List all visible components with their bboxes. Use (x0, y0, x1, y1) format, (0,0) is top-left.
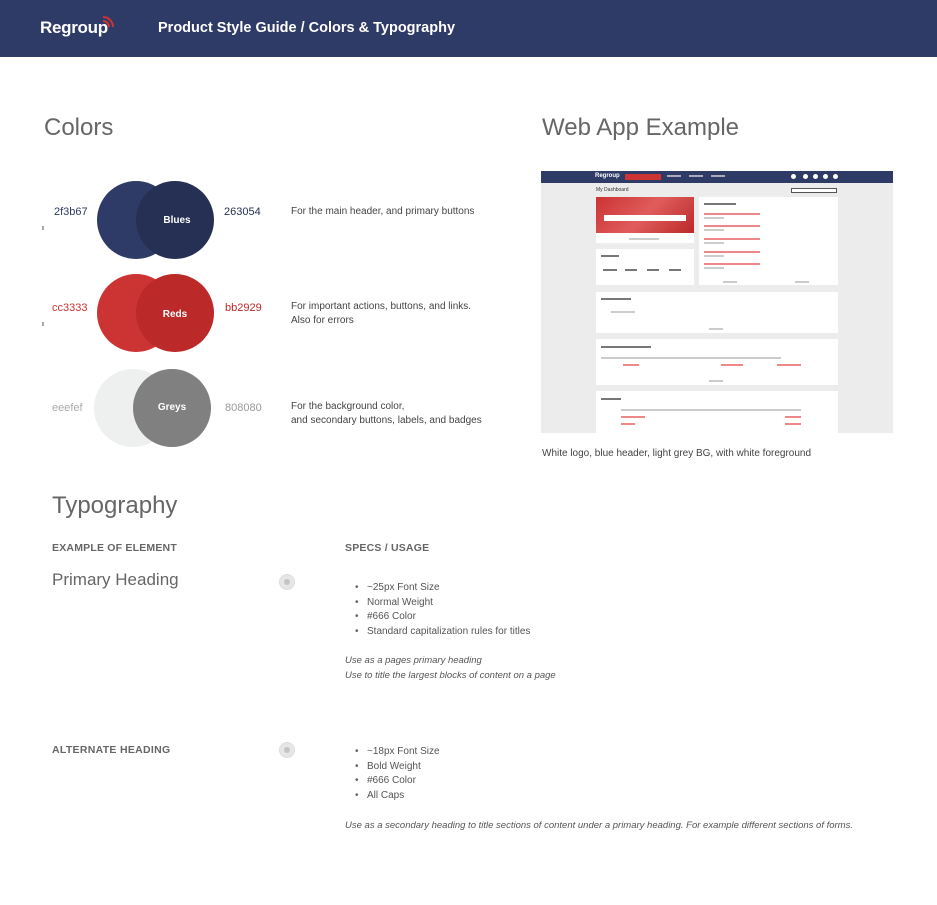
primary-specs-list (355, 581, 530, 640)
radio-toggle[interactable] (279, 742, 295, 758)
mock-link (704, 213, 760, 215)
mock-text (704, 267, 724, 269)
mock-link (704, 263, 760, 265)
mock-text (603, 269, 617, 271)
alternate-heading-example: ALTERNATE HEADING (52, 744, 171, 756)
spec-item: • ~18px Font Size (355, 745, 440, 760)
mock-gear-icon (823, 174, 828, 179)
mock-link (785, 416, 801, 418)
mock-notifications-panel (596, 292, 838, 333)
swatch-right-hex: bb2929 (225, 302, 262, 314)
mock-text (629, 238, 659, 240)
primary-usage (345, 653, 556, 683)
mock-link (621, 423, 635, 425)
spec-item: • Normal Weight (355, 596, 530, 611)
mock-nav-item (667, 175, 681, 177)
mock-text (704, 255, 724, 257)
mock-logo: Regroup (595, 173, 620, 179)
mock-my-groups-panel (596, 391, 838, 433)
mock-link (621, 416, 645, 418)
mock-nav-item (689, 175, 703, 177)
swatch-left-hex: 2f3b67 (54, 206, 88, 218)
mock-dashboard-title: My Dashboard (596, 187, 629, 193)
spec-item: • #666 Color (355, 774, 440, 789)
spec-item: • Bold Weight (355, 760, 440, 775)
swatch-right-hex: 263054 (224, 206, 261, 218)
mock-text (601, 255, 619, 257)
mock-header (541, 171, 893, 183)
edge-mark (42, 226, 44, 230)
mock-text (621, 409, 801, 411)
swatch-description: For the main header, and primary buttons (291, 206, 475, 217)
mock-text (709, 380, 723, 382)
mock-text (723, 281, 737, 283)
mock-search-icon (791, 174, 796, 179)
mock-text (704, 242, 724, 244)
mock-text (601, 398, 621, 400)
spec-item: • ~25px Font Size (355, 581, 530, 596)
column-header-specs: SPECS / USAGE (345, 542, 430, 554)
mock-button (791, 188, 837, 193)
web-app-caption: White logo, blue header, light grey BG, with white foreground (542, 448, 812, 459)
mock-link (704, 225, 760, 227)
mock-text (601, 346, 651, 348)
web-app-heading: Web App Example (542, 114, 740, 141)
swatch-right-hex: 808080 (225, 402, 262, 414)
radio-toggle[interactable] (279, 574, 295, 590)
swatch-label: Reds (162, 309, 188, 320)
usage-line: Use to title the largest blocks of content on a page (345, 670, 556, 681)
typography-heading: Typography (52, 492, 178, 519)
swatch-label: Greys (157, 402, 187, 413)
mock-text (601, 298, 631, 300)
mock-recent-messages-panel (699, 197, 838, 285)
spec-item: • All Caps (355, 789, 440, 804)
mock-text (669, 269, 681, 271)
mock-text (704, 229, 724, 231)
swatch-left-hex: eeefef (52, 402, 83, 414)
colors-heading: Colors (44, 114, 114, 141)
mock-text (625, 269, 637, 271)
column-header-element: EXAMPLE OF ELEMENT (52, 542, 177, 554)
swatch-label: Blues (163, 215, 191, 226)
mock-text (704, 203, 736, 205)
primary-heading-example: Primary Heading (52, 570, 179, 589)
mock-text (709, 328, 723, 330)
swatch-left-hex: cc3333 (52, 302, 88, 314)
spec-item: • #666 Color (355, 610, 530, 625)
mock-link (704, 238, 760, 240)
top-header (0, 0, 937, 57)
logo-signal-icon (101, 15, 115, 29)
mock-text (795, 281, 809, 283)
usage-line: Use as a secondary heading to title sections of content under a primary heading. For example different sections of forms. (345, 820, 853, 831)
mock-link (785, 423, 801, 425)
swatch-description: For important actions, buttons, and links. Also for errors (291, 301, 472, 326)
mock-text (647, 269, 659, 271)
mock-help-icon (803, 174, 808, 179)
mock-user-icon (833, 174, 838, 179)
web-app-screenshot (541, 171, 893, 433)
alternate-specs-list (355, 745, 440, 804)
mock-new-message-button (625, 174, 661, 180)
mock-text (611, 311, 635, 313)
mock-link (704, 251, 760, 253)
usage-line: Use as a pages primary heading (345, 655, 482, 666)
edge-mark (42, 322, 44, 326)
swatch-description: For the background color, and secondary buttons, labels, and badges (291, 401, 482, 426)
spec-item: • Standard capitalization rules for titles (355, 625, 530, 640)
mock-link (721, 364, 743, 366)
mock-nav-item (711, 175, 725, 177)
mock-link (623, 364, 639, 366)
alternate-usage (345, 818, 853, 833)
regroup-logo[interactable]: Regroup (40, 18, 108, 37)
mock-text (704, 217, 724, 219)
mock-bell-icon (813, 174, 818, 179)
mock-input (604, 215, 686, 221)
mock-text (601, 357, 781, 359)
page-title: Product Style Guide / Colors & Typography (158, 20, 456, 36)
mock-link (777, 364, 801, 366)
